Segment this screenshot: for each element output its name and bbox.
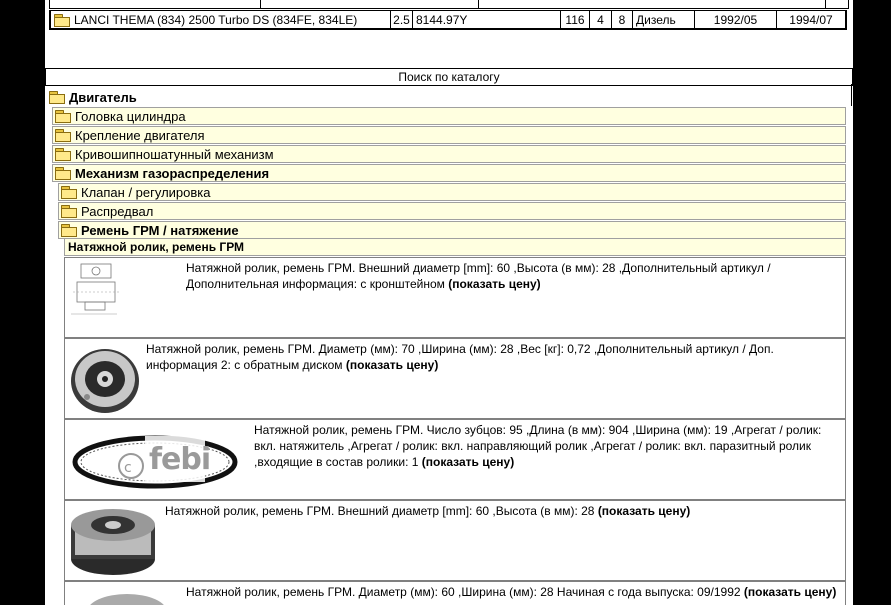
folder-open-icon	[55, 167, 71, 179]
folder-icon	[55, 110, 71, 122]
tree-item-label: Ремень ГРМ / натяжение	[81, 222, 239, 238]
folder-icon	[55, 129, 71, 141]
product-description	[186, 584, 839, 600]
vehicle-engine-code: 8144.97Y	[413, 11, 561, 28]
folder-icon	[55, 148, 71, 160]
vehicle-to: 1994/07	[789, 12, 833, 27]
show-price-link[interactable]: (показать цену)	[345, 358, 439, 372]
tree-item-label: Головка цилиндра	[75, 108, 186, 124]
tree-item-timing-mechanism[interactable]	[52, 164, 846, 182]
tree-item-label: Кривошипношатунный механизм	[75, 146, 274, 162]
product-description	[146, 341, 839, 373]
tree-item-label: Распредвал	[81, 203, 154, 219]
vehicle-model: LANCI THEMA (834) 2500 Turbo DS (834FE, 834LE)	[74, 12, 358, 27]
vehicle-table-header	[49, 0, 849, 9]
tree-item-crank-mechanism[interactable]	[52, 145, 846, 163]
tree-root-label: Двигатель	[69, 89, 137, 105]
show-price-link[interactable]: (показать цену)	[421, 455, 515, 469]
product-text: Натяжной ролик, ремень ГРМ. Диаметр (мм): 70 ,Ширина (мм): 28 ,Вес [кг]: 0,72 ,Дополнительный артикул / Доп. информация 2: с обратным диском	[146, 342, 774, 372]
product-item	[64, 338, 846, 419]
divider	[851, 84, 852, 106]
febi-logo: febi	[149, 442, 211, 477]
product-photo-pulley[interactable]	[67, 503, 159, 582]
show-price-link[interactable]: (показать цену)	[597, 504, 691, 518]
product-text: Натяжной ролик, ремень ГРМ. Диаметр (мм): 60 ,Ширина (мм): 28 Начиная с года выпуска: 09/1992	[186, 585, 741, 599]
tree-item-cylinder-head[interactable]	[52, 107, 846, 125]
show-price-link[interactable]: (показать цену)	[743, 585, 837, 599]
product-item	[64, 581, 846, 605]
vehicle-cylinders: 4	[590, 11, 612, 28]
product-item	[64, 419, 846, 500]
tree-item-timing-belt[interactable]	[58, 221, 846, 239]
tree-item-label: Клапан / регулировка	[81, 184, 211, 200]
catalog-search-bar[interactable]: Поиск по каталогу	[45, 68, 853, 86]
tree-root-engine[interactable]	[47, 88, 807, 106]
vehicle-valves: 8	[612, 11, 633, 28]
vehicle-capacity: 2.5	[391, 11, 413, 28]
product-description	[165, 503, 839, 519]
product-text: Натяжной ролик, ремень ГРМ. Внешний диаметр [mm]: 60 ,Высота (в мм): 28	[165, 504, 595, 518]
product-item	[64, 500, 846, 581]
folder-icon	[61, 205, 77, 217]
folder-icon	[54, 14, 70, 26]
folder-open-icon	[49, 91, 65, 103]
product-description	[254, 422, 839, 470]
vehicle-from: 1992/05	[695, 11, 777, 28]
product-item	[64, 257, 846, 338]
folder-icon	[61, 186, 77, 198]
tree-item-engine-mount[interactable]	[52, 126, 846, 144]
tree-item-camshaft[interactable]	[58, 202, 846, 220]
product-text: Натяжной ролик, ремень ГРМ. Число зубцов: 95 ,Длина (в мм): 904 ,Ширина (мм): 19 ,Агрегат / ролик: вкл. натяжитель ,Агрегат / ролик: вкл. направляющий ролик ,Агрегат / ролик: вкл. паразитный ролик ,входящие в состав ролики: 1	[254, 423, 822, 469]
section-title: Натяжной ролик, ремень ГРМ	[64, 238, 846, 256]
product-description	[186, 260, 839, 292]
tree-item-label: Механизм газораспределения	[75, 165, 270, 181]
product-text: Натяжной ролик, ремень ГРМ. Внешний диаметр [mm]: 60 ,Высота (в мм): 28 ,Дополнительный артикул / Дополнительная информация: с кронштейном	[186, 261, 771, 291]
tree-item-valve[interactable]	[58, 183, 846, 201]
product-photo-belt-kit[interactable]	[67, 422, 249, 501]
vehicle-model-cell	[51, 11, 391, 28]
product-photo-pulley[interactable]	[67, 341, 143, 420]
vehicle-row[interactable]	[49, 10, 847, 30]
product-photo-pulley[interactable]	[67, 584, 177, 605]
tree-item-label: Крепление двигателя	[75, 127, 205, 143]
vehicle-fuel: Дизель	[633, 11, 695, 28]
folder-open-icon	[61, 224, 77, 236]
vehicle-kw: 116	[561, 11, 590, 28]
catalog-page	[45, 0, 853, 605]
product-drawing-image[interactable]	[67, 260, 127, 325]
svg-text:c: c	[124, 460, 132, 476]
show-price-link[interactable]: (показать цену)	[448, 277, 541, 291]
